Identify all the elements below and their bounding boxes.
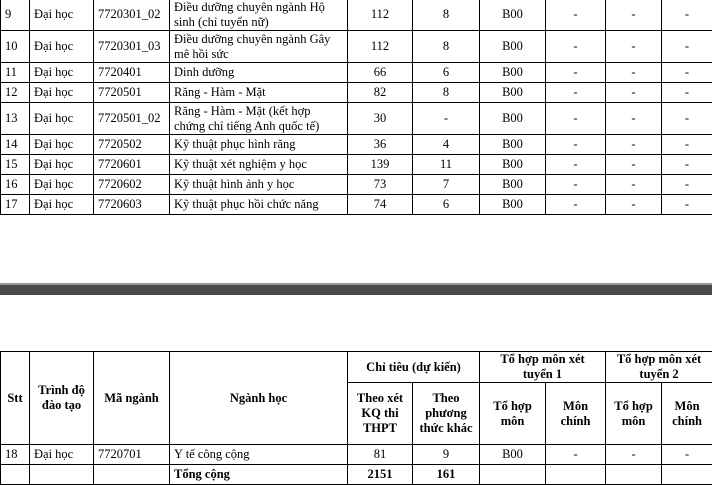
table-row bbox=[1, 195, 712, 215]
cell-quota-other: 8 bbox=[413, 31, 480, 63]
cell-combo1-subject: B00 bbox=[480, 155, 546, 175]
table-row bbox=[1, 0, 712, 31]
table-row bbox=[1, 31, 712, 63]
cell-combo2-subject: - bbox=[606, 0, 662, 31]
cell-stt: 14 bbox=[1, 135, 30, 155]
cell-level: Đại học bbox=[30, 31, 94, 63]
cell-combo1-main: - bbox=[546, 103, 606, 135]
table-row bbox=[1, 103, 712, 135]
cell-combo2-main: - bbox=[662, 63, 712, 83]
cell-stt: 12 bbox=[1, 83, 30, 103]
total-quota-other: 161 bbox=[413, 465, 480, 485]
cell-combo2-main: - bbox=[662, 83, 712, 103]
cell-stt: 18 bbox=[1, 445, 30, 465]
cell-combo2-main: - bbox=[662, 31, 712, 63]
table-row bbox=[1, 175, 712, 195]
cell-major: Điều dưỡng chuyên ngành Gây mê hồi sức bbox=[170, 31, 348, 63]
cell-combo1-main: - bbox=[546, 31, 606, 63]
cell-quota-other: 4 bbox=[413, 135, 480, 155]
cell-level: Đại học bbox=[30, 103, 94, 135]
total-label: Tổng cộng bbox=[170, 465, 348, 485]
header-combo2-group: Tổ hợp môn xét tuyển 2 bbox=[606, 352, 712, 383]
header-quota-group: Chỉ tiêu (dự kiến) bbox=[348, 352, 480, 383]
cell-combo2-main: - bbox=[662, 175, 712, 195]
header-major: Ngành học bbox=[170, 352, 348, 445]
cell-combo1-subject: B00 bbox=[480, 135, 546, 155]
empty-cell bbox=[1, 465, 30, 485]
cell-code: 7720601 bbox=[94, 155, 170, 175]
cell-combo1-subject: B00 bbox=[480, 195, 546, 215]
cell-code: 7720301_03 bbox=[94, 31, 170, 63]
table-row bbox=[1, 155, 712, 175]
cell-quota-thpt: 74 bbox=[348, 195, 413, 215]
cell-code: 7720701 bbox=[94, 445, 170, 465]
cell-combo1-subject: B00 bbox=[480, 175, 546, 195]
cell-combo2-main: - bbox=[662, 103, 712, 135]
cell-combo1-main: - bbox=[546, 175, 606, 195]
admission-table-top bbox=[0, 0, 712, 215]
cell-quota-other: 6 bbox=[413, 195, 480, 215]
cell-quota-thpt: 66 bbox=[348, 63, 413, 83]
cell-stt: 10 bbox=[1, 31, 30, 63]
cell-code: 7720602 bbox=[94, 175, 170, 195]
cell-quota-other: 6 bbox=[413, 63, 480, 83]
admission-table-bottom bbox=[0, 351, 712, 485]
header-code: Mã ngành bbox=[94, 352, 170, 445]
table-row bbox=[1, 83, 712, 103]
cell-major: Kỹ thuật xét nghiệm y học bbox=[170, 155, 348, 175]
cell-major: Kỹ thuật phục hồi chức năng bbox=[170, 195, 348, 215]
cell-combo2-main: - bbox=[662, 195, 712, 215]
cell-combo2-main: - bbox=[662, 0, 712, 31]
table-row bbox=[1, 135, 712, 155]
table-row bbox=[1, 445, 712, 465]
cell-level: Đại học bbox=[30, 155, 94, 175]
header-combo1-group: Tổ hợp môn xét tuyển 1 bbox=[480, 352, 606, 383]
cell-code: 7720501 bbox=[94, 83, 170, 103]
cell-combo2-subject: - bbox=[606, 155, 662, 175]
total-row bbox=[1, 465, 712, 485]
cell-combo1-subject: B00 bbox=[480, 0, 546, 31]
cell-quota-other: 8 bbox=[413, 0, 480, 31]
cell-code: 7720502 bbox=[94, 135, 170, 155]
empty-cell bbox=[546, 465, 606, 485]
cell-level: Đại học bbox=[30, 135, 94, 155]
cell-combo2-subject: - bbox=[606, 195, 662, 215]
cell-combo1-subject: B00 bbox=[480, 83, 546, 103]
header-stt: Stt bbox=[1, 352, 30, 445]
empty-cell bbox=[94, 465, 170, 485]
header-combo1-main: Môn chính bbox=[546, 383, 606, 445]
cell-combo1-main: - bbox=[546, 195, 606, 215]
cell-major: Răng - Hàm - Mặt (kết hợp chứng chỉ tiếng Anh quốc tế) bbox=[170, 103, 348, 135]
cell-level: Đại học bbox=[30, 0, 94, 31]
cell-major: Kỹ thuật phục hình răng bbox=[170, 135, 348, 155]
total-quota-thpt: 2151 bbox=[348, 465, 413, 485]
header-level: Trình độ đào tạo bbox=[30, 352, 94, 445]
cell-combo2-subject: - bbox=[606, 135, 662, 155]
cell-major: Răng - Hàm - Mặt bbox=[170, 83, 348, 103]
cell-combo1-main: - bbox=[546, 83, 606, 103]
cell-quota-thpt: 81 bbox=[348, 445, 413, 465]
cell-combo2-subject: - bbox=[606, 83, 662, 103]
cell-quota-other: 8 bbox=[413, 83, 480, 103]
cell-combo2-main: - bbox=[662, 155, 712, 175]
cell-combo2-subject: - bbox=[606, 63, 662, 83]
empty-cell bbox=[606, 465, 662, 485]
cell-major: Điều dưỡng chuyên ngành Hộ sinh (chỉ tuyển nữ) bbox=[170, 0, 348, 31]
cell-level: Đại học bbox=[30, 175, 94, 195]
cell-quota-thpt: 112 bbox=[348, 31, 413, 63]
cell-stt: 13 bbox=[1, 103, 30, 135]
cell-level: Đại học bbox=[30, 83, 94, 103]
cell-quota-thpt: 82 bbox=[348, 83, 413, 103]
cell-quota-other: 11 bbox=[413, 155, 480, 175]
cell-combo1-main: - bbox=[546, 0, 606, 31]
cell-quota-other: - bbox=[413, 103, 480, 135]
cell-combo1-subject: B00 bbox=[480, 103, 546, 135]
cell-quota-thpt: 73 bbox=[348, 175, 413, 195]
cell-combo1-subject: B00 bbox=[480, 31, 546, 63]
cell-quota-thpt: 30 bbox=[348, 103, 413, 135]
cell-quota-thpt: 139 bbox=[348, 155, 413, 175]
cell-combo2-main: - bbox=[662, 445, 712, 465]
header-quota-thpt: Theo xét KQ thi THPT bbox=[348, 383, 413, 445]
cell-combo2-subject: - bbox=[606, 175, 662, 195]
cell-code: 7720301_02 bbox=[94, 0, 170, 31]
table-row bbox=[1, 63, 712, 83]
cell-level: Đại học bbox=[30, 195, 94, 215]
cell-combo2-main: - bbox=[662, 135, 712, 155]
empty-cell bbox=[480, 465, 546, 485]
cell-major: Kỹ thuật hình ảnh y học bbox=[170, 175, 348, 195]
cell-combo2-subject: - bbox=[606, 103, 662, 135]
cell-combo1-subject: B00 bbox=[480, 445, 546, 465]
cell-major: Dinh dưỡng bbox=[170, 63, 348, 83]
header-quota-other: Theo phương thức khác bbox=[413, 383, 480, 445]
cell-level: Đại học bbox=[30, 63, 94, 83]
cell-combo2-subject: - bbox=[606, 445, 662, 465]
cell-combo1-subject: B00 bbox=[480, 63, 546, 83]
cell-combo1-main: - bbox=[546, 155, 606, 175]
cell-quota-other: 7 bbox=[413, 175, 480, 195]
cell-combo1-main: - bbox=[546, 135, 606, 155]
cell-combo1-main: - bbox=[546, 445, 606, 465]
cell-major: Y tế công cộng bbox=[170, 445, 348, 465]
cell-code: 7720401 bbox=[94, 63, 170, 83]
header-combo2-subject: Tổ hợp môn bbox=[606, 383, 662, 445]
cell-stt: 17 bbox=[1, 195, 30, 215]
empty-cell bbox=[662, 465, 712, 485]
header-combo2-main: Môn chính bbox=[662, 383, 712, 445]
cell-stt: 16 bbox=[1, 175, 30, 195]
cell-stt: 11 bbox=[1, 63, 30, 83]
empty-cell bbox=[30, 465, 94, 485]
page-break-band bbox=[0, 285, 712, 295]
cell-combo1-main: - bbox=[546, 63, 606, 83]
cell-stt: 9 bbox=[1, 0, 30, 31]
cell-combo2-subject: - bbox=[606, 31, 662, 63]
cell-code: 7720603 bbox=[94, 195, 170, 215]
cell-level: Đại học bbox=[30, 445, 94, 465]
cell-quota-other: 9 bbox=[413, 445, 480, 465]
cell-code: 7720501_02 bbox=[94, 103, 170, 135]
cell-quota-thpt: 112 bbox=[348, 0, 413, 31]
cell-stt: 15 bbox=[1, 155, 30, 175]
header-combo1-subject: Tổ hợp môn bbox=[480, 383, 546, 445]
cell-quota-thpt: 36 bbox=[348, 135, 413, 155]
